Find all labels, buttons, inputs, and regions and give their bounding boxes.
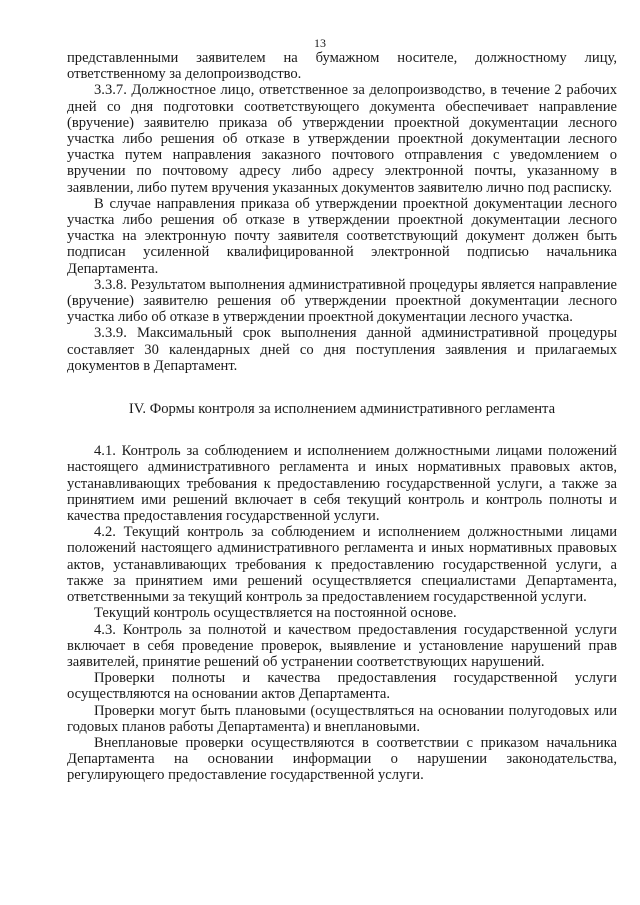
paragraph-electronic-signature: В случае направления приказа об утверждении проектной документации лесного участка либо решения об отказе в утверждении проектной документации лесного участка на электронную почту заявителя соответствующий документ должен быть подписан усиленной квалифицированной электронной подписью начальника Департамента.: [67, 195, 617, 277]
paragraph-continuation: представленными заявителем на бумажном носителе, должностному лицу, ответственному за делопроизводство.: [67, 50, 617, 83]
paragraph-3-3-9: 3.3.9. Максимальный срок выполнения данной административной процедуры составляет 30 календарных дней со дня поступления заявления и прилагаемых документов в Департамент.: [67, 325, 617, 374]
paragraph-inspections-basis: Проверки полноты и качества предоставления государственной услуги осуществляются на основании актов Департамента.: [67, 670, 617, 703]
paragraph-inspections-types: Проверки могут быть плановыми (осуществляться на основании полугодовых или годовых планов работы Департамента) и внеплановыми.: [67, 702, 617, 735]
paragraph-4-1: 4.1. Контроль за соблюдением и исполнением должностными лицами положений настоящего административного регламента и иных нормативных правовых актов, устанавливающих требования к предоставлению государственной услуги, а также за принятием ими решений включает в себя текущий контроль и контроль полноты и качества предоставления государственной услуги.: [67, 443, 617, 525]
paragraph-current-control: Текущий контроль осуществляется на постоянной основе.: [94, 605, 457, 622]
paragraph-4-3: 4.3. Контроль за полнотой и качеством предоставления государственной услуги включает в себя проведение проверок, выявление и установление нарушений прав заявителей, принятие решений об устранении соответствующих нарушений.: [67, 621, 617, 670]
paragraph-4-2: 4.2. Текущий контроль за соблюдением и исполнением должностными лицами положений настоящего административного регламента и иных нормативных правовых актов, устанавливающих требования к предоставлению государственной услуги, а также за принятием ими решений осуществляется специалистами Департамента, ответственными за текущий контроль за предоставлением государственной услуги.: [67, 524, 617, 606]
document-body: [67, 50, 617, 784]
page-number: 13: [314, 36, 326, 50]
paragraph-unscheduled-inspections: Внеплановые проверки осуществляются в соответствии с приказом начальника Департамента на основании информации о нарушении законодательства, регулирующего предоставление государственной услуги.: [67, 734, 617, 784]
paragraph-3-3-7: 3.3.7. Должностное лицо, ответственное за делопроизводство, в течение 2 рабочих дней со дня подготовки соответствующего документа обеспечивает направление (вручение) заявителю приказа об утверждении проектной документации лесного участка либо решения об отказе в утверждении проектной документации лесного участка путем направления заказного почтового отправления с уведомлением о вручении по почтовому адресу либо адресу электронной почты, указанному в заявлении, либо путем вручения указанных документов заявителю лично под расписку.: [67, 82, 617, 196]
paragraph-3-3-8: 3.3.8. Результатом выполнения административной процедуры является направление (вручение) заявителю решения об утверждении проектной документации лесного участка либо об отказе в утверждении проектной документации лесного участка.: [67, 276, 617, 326]
section-heading: IV. Формы контроля за исполнением административного регламента: [128, 401, 556, 418]
